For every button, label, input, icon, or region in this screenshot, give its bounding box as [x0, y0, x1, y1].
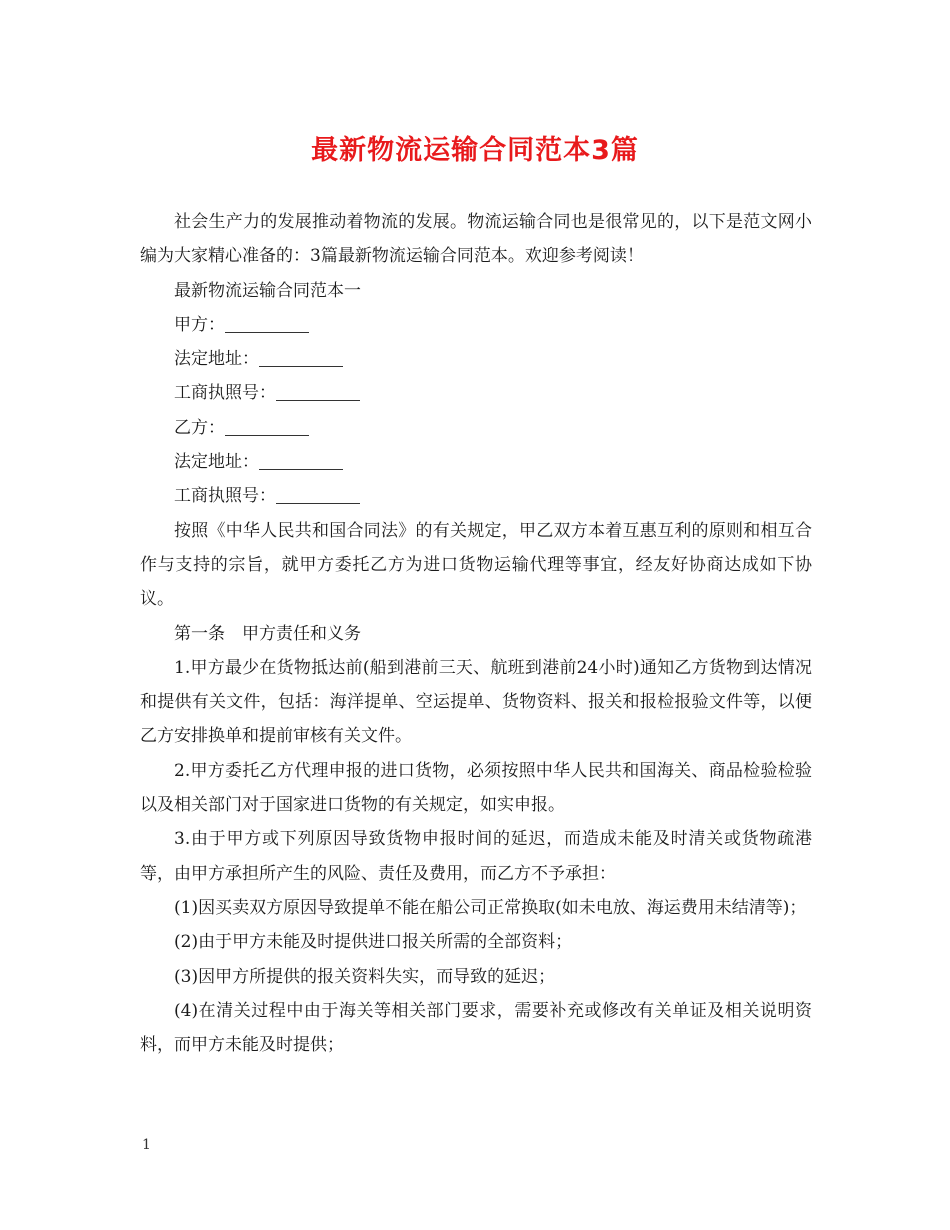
party-b-license-label: 工商执照号：	[174, 486, 276, 507]
sub-item-3: (3)因甲方所提供的报关资料失实，而导致的延迟；	[174, 966, 556, 987]
party-a-address-line	[140, 342, 812, 376]
party-b-license-line	[140, 479, 812, 513]
party-a-name-line	[140, 308, 812, 342]
party-b-address-line	[140, 445, 812, 479]
preamble-paragraph: 按照《中华人民共和国合同法》的有关规定，甲乙双方本着互惠互利的原则和相互合作与支持的宗旨，就甲方委托乙方为进口货物运输代理等事宜，经友好协商达成如下协议。	[140, 520, 812, 610]
party-b-name-label: 乙方：	[174, 417, 225, 438]
intro-paragraph: 社会生产力的发展推动着物流的发展。物流运输合同也是很常见的，以下是范文网小编为大家精心准备的：3篇最新物流运输合同范本。欢迎参考阅读！	[140, 212, 812, 267]
party-a-name-blank	[225, 314, 309, 333]
party-a-license-label: 工商执照号：	[174, 383, 276, 404]
clause-2: 2.甲方委托乙方代理申报的进口货物，必须按照中华人民共和国海关、商品检验检验以及相关部门对于国家进口货物的有关规定，如实申报。	[140, 760, 812, 816]
party-b-address-blank	[259, 451, 343, 470]
party-b-name-line	[140, 411, 812, 445]
party-a-license-blank	[276, 383, 360, 402]
article-heading: 第一条 甲方责任和义务	[174, 623, 361, 644]
clause-1: 1.甲方最少在货物抵达前(船到港前三天、航班到港前24小时)通知乙方货物到达情况和提供有关文件，包括：海洋提单、空运提单、货物资料、报关和报检报验文件等，以便乙方安排换单和提前审核有关文件。	[140, 657, 812, 747]
document-title: 最新物流运输合同范本3篇	[311, 135, 639, 166]
section-heading: 最新物流运输合同范本一	[174, 280, 361, 301]
sub-item-4: (4)在清关过程中由于海关等相关部门要求，需要补充或修改有关单证及相关说明资料，而甲方未能及时提供；	[140, 1000, 812, 1056]
party-a-address-blank	[259, 348, 343, 367]
party-a-address-label: 法定地址：	[174, 349, 259, 370]
clause-3: 3.由于甲方或下列原因导致货物申报时间的延迟，而造成未能及时清关或货物疏港等，由甲方承担所产生的风险、责任及费用，而乙方不予承担：	[140, 829, 812, 884]
party-a-name-label: 甲方：	[174, 314, 225, 335]
document-body	[140, 205, 812, 1062]
sub-item-1: (1)因买卖双方原因导致提单不能在船公司正常换取(如未电放、海运费用未结清等)；	[174, 897, 807, 918]
page-number: 1	[142, 1137, 151, 1153]
sub-item-2: (2)由于甲方未能及时提供进口报关所需的全部资料；	[174, 932, 573, 953]
party-a-license-line	[140, 376, 812, 410]
party-b-address-label: 法定地址：	[174, 452, 259, 473]
party-b-license-blank	[276, 486, 360, 505]
party-b-name-blank	[225, 417, 309, 436]
